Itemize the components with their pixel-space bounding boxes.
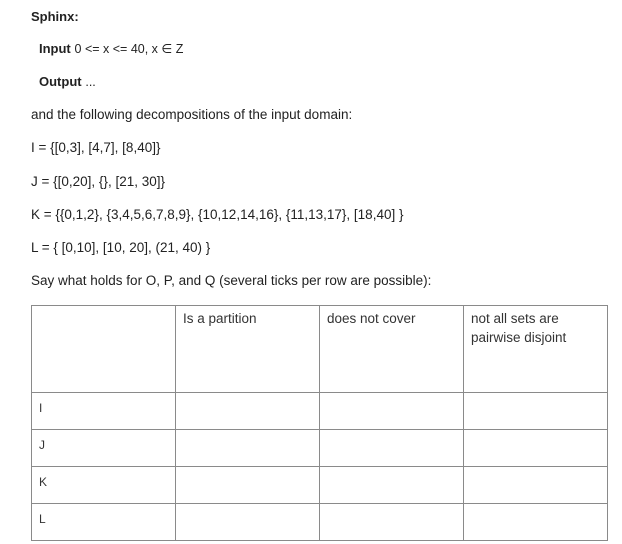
output-spec	[39, 74, 96, 89]
answer-cell[interactable]	[176, 393, 320, 430]
row-label: L	[32, 504, 176, 541]
answer-cell[interactable]	[320, 467, 464, 504]
answer-cell[interactable]	[464, 393, 608, 430]
question-text: Say what holds for O, P, and Q (several ticks per row are possible):	[31, 273, 432, 288]
row-label: J	[32, 430, 176, 467]
input-spec	[39, 41, 183, 56]
input-label: Input	[39, 41, 71, 56]
decomposition-i: I = {[0,3], [4,7], [8,40]}	[31, 140, 161, 155]
intro-text: and the following decompositions of the input domain:	[31, 107, 353, 122]
answer-cell[interactable]	[464, 504, 608, 541]
table-header-cell: Is a partition	[176, 306, 320, 393]
tool-title: Sphinx:	[31, 9, 79, 24]
table-header-cell: does not cover	[320, 306, 464, 393]
answer-cell[interactable]	[320, 393, 464, 430]
table-header-cell: not all sets are pairwise disjoint	[464, 306, 608, 393]
answer-cell[interactable]	[176, 467, 320, 504]
table-row	[32, 467, 608, 504]
answer-cell[interactable]	[176, 430, 320, 467]
input-value: 0 <= x <= 40, x ∈ Z	[74, 42, 184, 56]
row-label: K	[32, 467, 176, 504]
answer-cell[interactable]	[464, 467, 608, 504]
decomposition-j: J = {[0,20], {}, [21, 30]}	[31, 174, 165, 189]
table-row	[32, 393, 608, 430]
output-label: Output	[39, 74, 82, 89]
decomposition-l: L = { [0,10], [10, 20], (21, 40) }	[31, 240, 211, 255]
decomposition-k: K = {{0,1,2}, {3,4,5,6,7,8,9}, {10,12,14,16}, {11,13,17}, [18,40] }	[31, 207, 404, 222]
answer-cell[interactable]	[320, 430, 464, 467]
answer-table	[31, 305, 608, 541]
table-row	[32, 504, 608, 541]
table-header-row	[32, 306, 608, 393]
answer-cell[interactable]	[464, 430, 608, 467]
table-header-cell	[32, 306, 176, 393]
row-label: I	[32, 393, 176, 430]
answer-cell[interactable]	[176, 504, 320, 541]
table-row	[32, 430, 608, 467]
output-value: ...	[85, 75, 96, 89]
answer-cell[interactable]	[320, 504, 464, 541]
